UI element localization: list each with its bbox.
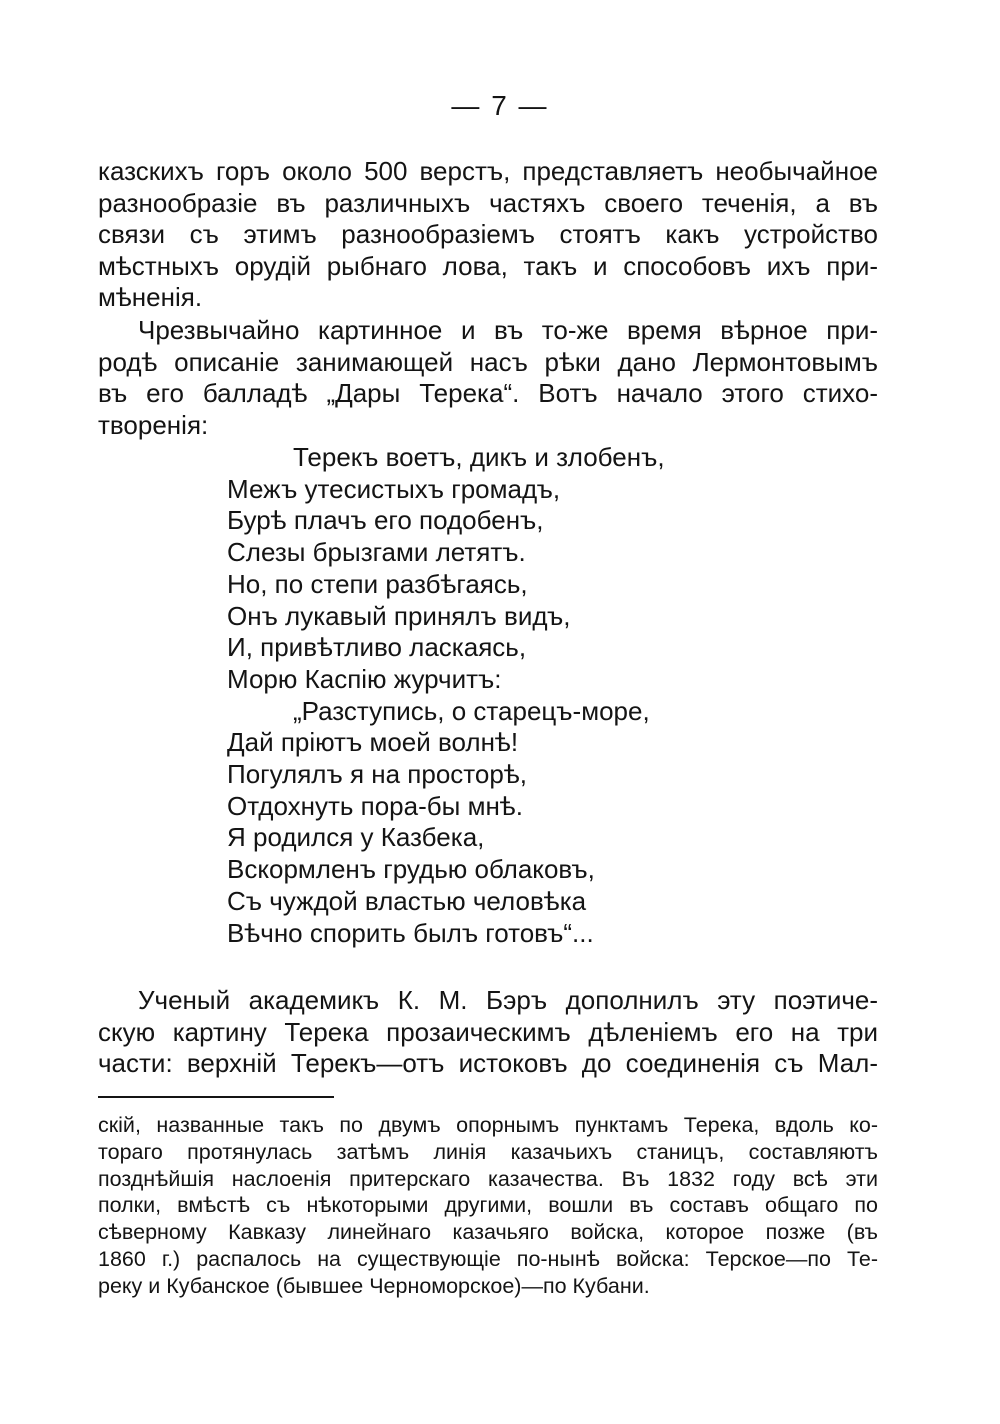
text-line: мѣненія. xyxy=(98,282,203,312)
text-line: связи съ этимъ разнообразіемъ стоятъ какъ устройство xyxy=(98,219,878,249)
poem-verse: Погулялъ я на просторѣ, xyxy=(227,759,527,790)
poem-verse: Съ чуждой властью человѣка xyxy=(227,885,587,916)
footnote-line: 1860 г.) распалось на существующіе по-нынѣ войска: Терское—по Те- xyxy=(98,1246,878,1271)
text-line: казскихъ горъ около 500 верстъ, представляетъ необычайное xyxy=(98,156,878,186)
poem-verse: Но, по степи разбѣгаясь, xyxy=(227,568,528,599)
footnote-line: сѣверному Кавказу линейнаго казачьяго войска, которое позже (въ xyxy=(98,1220,878,1245)
poem-verse: Вскормленъ грудью облаковъ, xyxy=(227,854,595,885)
text-line: части: верхній Терекъ—отъ истоковъ до соединенія съ Мал- xyxy=(98,1048,878,1078)
poem-verse: Слезы брызгами летятъ. xyxy=(227,537,526,568)
page-number: — 7 — xyxy=(451,90,549,121)
footnote-line: позднѣйшія наслоенія притерскаго казачества. Въ 1832 году всѣ эти xyxy=(98,1166,878,1191)
footnote-line: полки, вмѣстѣ съ нѣкоторыми другими, вошли въ составъ общаго по xyxy=(98,1193,878,1218)
footnote-line: реку и Кубанское (бывшее Черноморское)—по Кубани. xyxy=(98,1273,650,1298)
text-line: въ его балладѣ „Дары Терека“. Вотъ начало этого стихо- xyxy=(98,378,878,408)
footnote-line: тораго протянулась затѣмъ линія казачьихъ станицъ, составляютъ xyxy=(98,1139,878,1164)
text-line: разнообразіе въ различныхъ частяхъ своего теченія, а въ xyxy=(98,187,878,218)
paragraph-2 xyxy=(98,315,878,441)
footnote-divider xyxy=(98,1096,334,1098)
poem-verse: Я родился у Казбека, xyxy=(227,822,485,853)
poem-verse: Терекъ воетъ, дикъ и злобенъ, xyxy=(293,442,665,472)
poem-verse: Межъ утесистыхъ громадъ, xyxy=(227,473,561,504)
poem-verse: Бурѣ плачъ его подобенъ, xyxy=(227,505,544,536)
footnote xyxy=(98,1112,878,1300)
poem-verse: „Разступись, о старецъ-море, xyxy=(293,695,650,726)
text-line: скую картину Терека прозаическимъ дѣленіемъ его на три xyxy=(98,1016,878,1047)
poem-verse: Вѣчно спорить былъ готовъ“... xyxy=(227,917,594,948)
poem-verse: Отдохнуть пора-бы мнѣ. xyxy=(227,790,523,821)
poem-verse: Онъ лукавый принялъ видъ, xyxy=(227,600,571,631)
poem-verse: Дай пріютъ моей волнѣ! xyxy=(227,727,519,758)
poem-verse: И, привѣтливо ласкаясь, xyxy=(227,632,527,663)
text-line: творенія: xyxy=(98,409,209,440)
poem-verse: Морю Каспію журчитъ: xyxy=(227,663,502,694)
text-line: Чрезвычайно картинное и въ то-же время вѣрное при- xyxy=(138,315,878,345)
text-line: мѣстныхъ орудій рыбнаго лова, такъ и способовъ ихъ при- xyxy=(98,250,878,281)
footnote-line: скій, названные такъ по двумъ опорнымъ пунктамъ Терека, вдоль ко- xyxy=(98,1113,878,1137)
text-line: Ученый академикъ К. М. Бэръ дополнилъ эту поэтиче- xyxy=(138,985,878,1015)
poem-excerpt xyxy=(227,442,665,949)
paragraph-3 xyxy=(98,985,878,1080)
text-line: родѣ описаніе занимающей насъ рѣки дано Лермонтовымъ xyxy=(98,346,878,377)
paragraph-1 xyxy=(98,156,878,314)
